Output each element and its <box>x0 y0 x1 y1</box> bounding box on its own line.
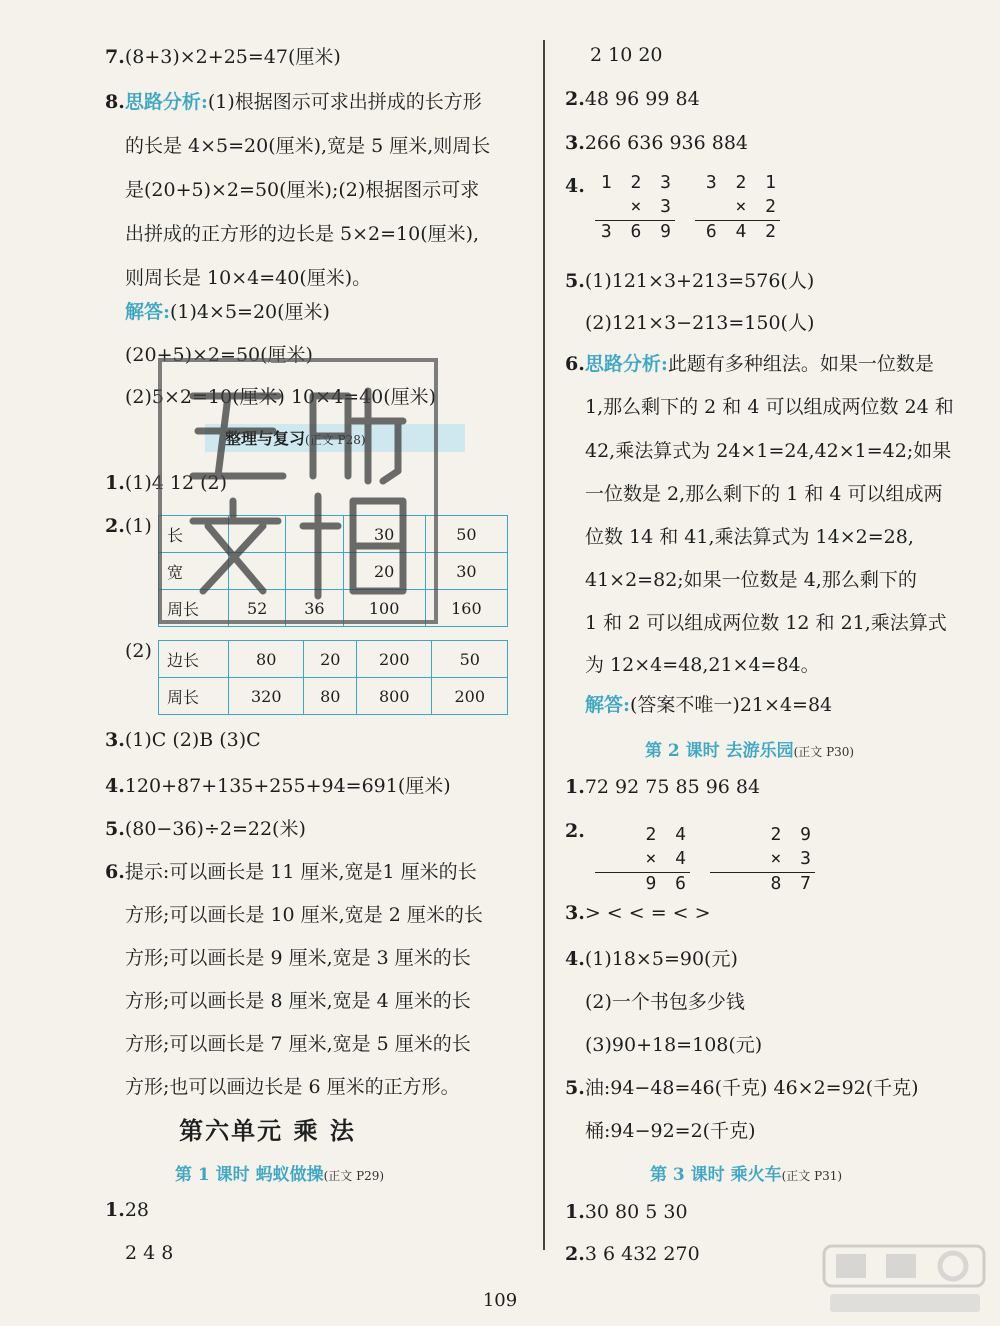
item-6: 6.思路分析:此题有多种组法。如果一位数是 <box>565 353 934 375</box>
vertical-multiplication: 2 4 × 4 9 6 <box>595 824 690 897</box>
item-8-answer: 解答:(1)4×5=20(厘米) <box>125 301 330 323</box>
item-6-line2: 1,那么剩下的 2 和 4 可以组成两位数 24 和 <box>585 396 954 418</box>
item-6-line7: 1 和 2 可以组成两位数 12 和 21,乘法算式 <box>585 612 947 634</box>
item-3: 3.266 636 936 884 <box>565 132 749 154</box>
review-3: 3.(1)C (2)B (3)C <box>105 729 261 751</box>
stamp-glyphs-icon <box>173 376 423 606</box>
item-6-line5: 位数 14 和 41,乘法算式为 14×2=28, <box>585 526 914 548</box>
review-6-line4: 方形;可以画长是 8 厘米,宽是 4 厘米的长 <box>125 990 471 1012</box>
item-6-line4: 一位数是 2,那么剩下的 1 和 4 可以组成两 <box>585 483 943 505</box>
review-2-part2: (2) <box>125 640 152 662</box>
page-number: 109 <box>482 1290 518 1311</box>
lesson-2-item-4: 4.(1)18×5=90(元) <box>565 948 738 970</box>
column-divider <box>543 40 545 1250</box>
review-6-line5: 方形;可以画长是 7 厘米,宽是 5 厘米的长 <box>125 1033 471 1055</box>
item-2: 2.48 96 99 84 <box>565 88 700 110</box>
vertical-multiplication: 3 2 1 × 2 6 4 2 <box>695 172 780 245</box>
review-6-line2: 方形;可以画长是 10 厘米,宽是 2 厘米的长 <box>125 904 483 926</box>
lesson-1-title: 第 1 课时 蚂蚁做操(正文 P29) <box>175 1165 385 1185</box>
review-1: 1.(1)4 12 (2) <box>105 472 228 494</box>
lesson-2-title: 第 2 课时 去游乐园(正文 P30) <box>645 741 855 761</box>
unit-title: 第六单元 乘 法 <box>179 1116 356 1145</box>
review-6-line6: 方形;也可以画边长是 6 厘米的正方形。 <box>125 1076 460 1098</box>
watermark-logo <box>820 1240 990 1320</box>
review-heading: 整理与复习(正文 P28) <box>225 429 366 448</box>
review-6-line3: 方形;可以画长是 9 厘米,宽是 3 厘米的长 <box>125 947 471 969</box>
vertical-multiplication: 2 9 × 3 8 7 <box>710 824 815 897</box>
item-8-line2: 的长是 4×5=20(厘米),宽是 5 厘米,则周长 <box>125 135 491 157</box>
lesson-2-item-3: 3.> < < = < > <box>565 902 711 924</box>
lesson-3-title: 第 3 课时 乘火车(正文 P31) <box>650 1165 843 1185</box>
vertical-multiplication: 1 2 3 × 3 3 6 9 <box>595 172 675 245</box>
review-5: 5.(80−36)÷2=22(米) <box>105 818 306 840</box>
item-8-line3: 是(20+5)×2=50(厘米);(2)根据图示可求 <box>125 179 480 201</box>
item-8: 8.思路分析:(1)根据图示可求出拼成的长方形 <box>105 91 482 113</box>
lesson-2-item-5: 5.油:94−48=46(千克) 46×2=92(千克) <box>565 1077 919 1099</box>
item-7: 7.(8+3)×2+25=47(厘米) <box>105 46 341 68</box>
item-8-line4: 出拼成的正方形的边长是 5×2=10(厘米), <box>125 223 480 245</box>
review-2: 2.(1) <box>105 515 152 537</box>
item-5: 5.(1)121×3+213=576(人) <box>565 270 815 292</box>
lesson-2-item-4-part2: (2)一个书包多少钱 <box>585 991 745 1013</box>
item-8-answer-3: (2)5×2=10(厘米) 10×4=40(厘米) <box>125 386 437 408</box>
lesson-3-item-2: 2.3 6 432 270 <box>565 1243 700 1265</box>
watermark-icon <box>820 1240 990 1320</box>
review-4: 4.120+87+135+255+94=691(厘米) <box>105 775 451 797</box>
stamp-overlay <box>158 358 438 624</box>
lesson-1-item-1: 1.28 <box>105 1199 150 1221</box>
item-6-line6: 41×2=82;如果一位数是 4,那么剩下的 <box>585 569 917 591</box>
table-row: 边长 80 20 200 50 <box>159 641 508 678</box>
table-row: 周长 52 36 100 160 <box>159 590 508 627</box>
item-6-answer: 解答:(答案不唯一)21×4=84 <box>585 694 833 716</box>
table-row: 周长 320 80 800 200 <box>159 678 508 715</box>
lesson-2-item-5-part2: 桶:94−92=2(千克) <box>585 1120 756 1142</box>
item-4: 4. <box>565 175 585 197</box>
lesson-1-item-1-line2: 2 4 8 <box>125 1242 174 1264</box>
square-table <box>158 640 508 715</box>
item-5-part2: (2)121×3−213=150(人) <box>585 312 815 334</box>
table-row: 长 30 50 <box>159 516 508 553</box>
item-8-line5: 则周长是 10×4=40(厘米)。 <box>125 267 372 289</box>
item-6-line8: 为 12×4=48,21×4=84。 <box>585 654 820 676</box>
item-8-answer-2: (20+5)×2=50(厘米) <box>125 344 313 366</box>
item-6-line3: 42,乘法算式为 24×1=24,42×1=42;如果 <box>585 440 952 462</box>
review-6: 6.提示:可以画长是 11 厘米,宽是1 厘米的长 <box>105 861 477 883</box>
continued-answer: 2 10 20 <box>590 44 663 66</box>
lesson-2-item-2: 2. <box>565 820 585 842</box>
lesson-2-item-4-part3: (3)90+18=108(元) <box>585 1034 763 1056</box>
table-row: 宽 20 30 <box>159 553 508 590</box>
lesson-3-item-1: 1.30 80 5 30 <box>565 1201 688 1223</box>
lesson-2-item-1: 1.72 92 75 85 96 84 <box>565 776 761 798</box>
